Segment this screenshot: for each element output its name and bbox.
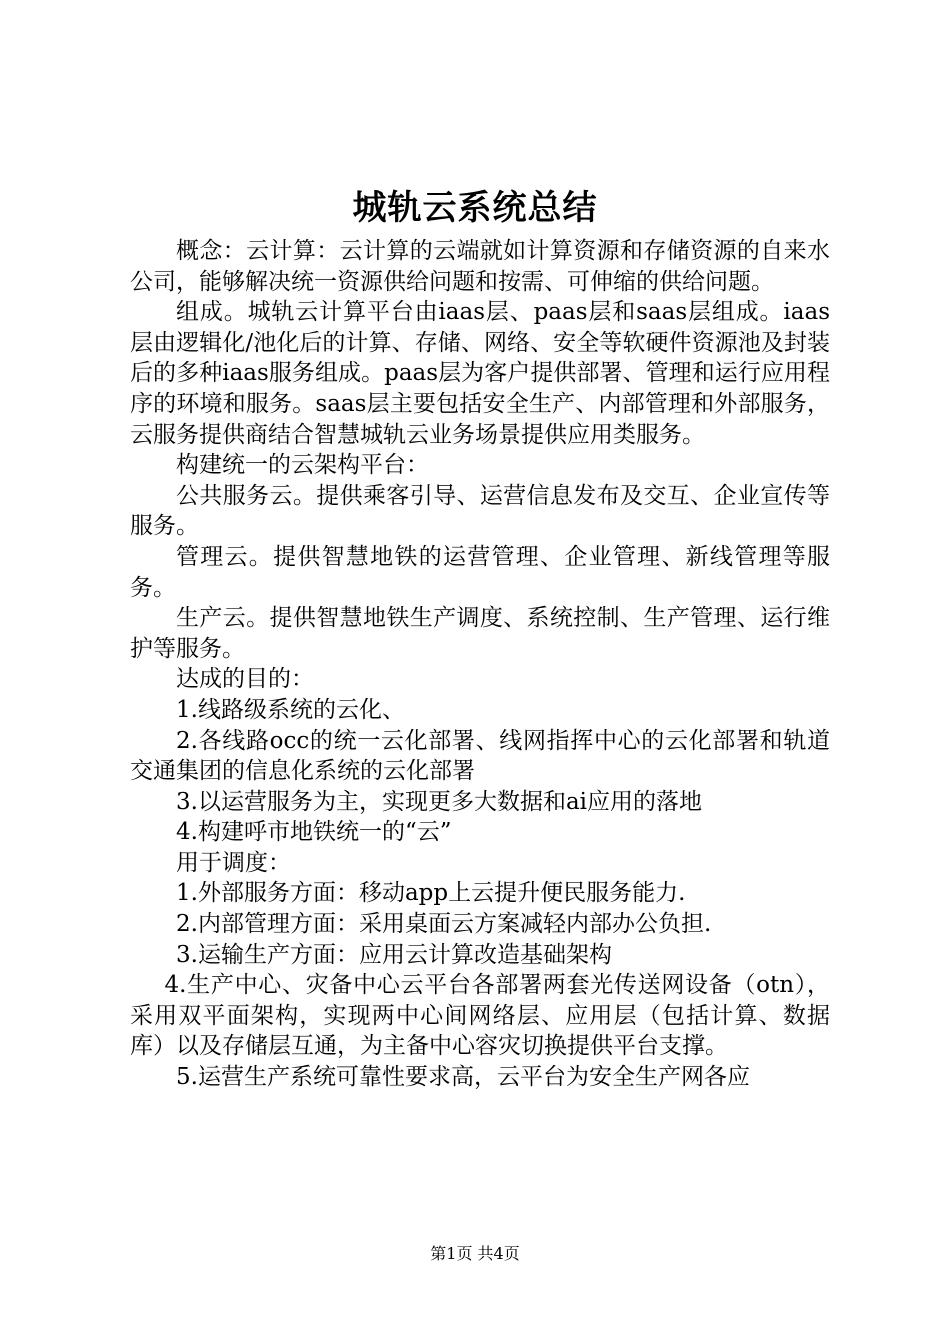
paragraph-goal-4: 4.构建呼市地铁统一的“云” [176, 819, 452, 846]
paragraph-platform-heading: 构建统一的云架构平台： [176, 452, 429, 479]
paragraph-dispatch-heading: 用于调度： [176, 849, 291, 876]
paragraph-dispatch-2: 2.内部管理方面：采用桌面云方案减轻内部办公负担. [176, 911, 712, 938]
paragraph-management-cloud: 管理云。提供智慧地铁的运营管理、企业管理、新线管理等服务。 [130, 543, 830, 601]
paragraph-goal-3: 3.以运营服务为主，实现更多大数据和ai应用的落地 [176, 788, 703, 815]
paragraph-dispatch-4: 4.生产中心、灾备中心云平台各部署两套光传送网设备（otn），采用双平面架构，实现两中心间网络层、应用层（包括计算、数据库）以及存储层互通，为主备中心容灾切换提供平台支撑。 [130, 972, 830, 1060]
paragraph-dispatch-1: 1.外部服务方面：移动app上云提升便民服务能力. [176, 880, 686, 907]
document-body [130, 236, 830, 1093]
paragraph-concept: 概念：云计算：云计算的云端就如计算资源和存储资源的自来水公司，能够解决统一资源供给问题和按需、可伸缩的供给问题。 [130, 238, 830, 295]
paragraph-production-cloud: 生产云。提供智慧地铁生产调度、系统控制、生产管理、运行维护等服务。 [130, 605, 830, 662]
paragraph-public-cloud: 公共服务云。提供乘客引导、运营信息发布及交互、企业宣传等服务。 [130, 482, 830, 540]
document-title: 城轨云系统总结 [352, 188, 598, 228]
paragraph-goal-2: 2.各线路occ的统一云化部署、线网指挥中心的云化部署和轨道交通集团的信息化系统的云化部署 [130, 727, 830, 785]
paragraph-goals-heading: 达成的目的： [176, 666, 314, 693]
paragraph-goal-1: 1.线路级系统的云化、 [176, 696, 405, 723]
paragraph-composition: 组成。城轨云计算平台由iaas层、paas层和saas层组成。iaas层由逻辑化/池化后的计算、存储、网络、安全等软硬件资源池及封装后的多种iaas服务组成。paas层为客户提供部署、管理和运行应用程序的环境和服务。saas层主要包括安全生产、内部管理和外部服务，云服务提供商结合智慧城轨云业务场景提供应用类服务。 [130, 299, 830, 448]
paragraph-dispatch-3: 3.运输生产方面：应用云计算改造基础架构 [176, 941, 612, 968]
paragraph-dispatch-5: 5.运营生产系统可靠性要求高，云平台为安全生产网各应 [176, 1064, 750, 1091]
page-footer: 第1页 共4页 [430, 1244, 520, 1263]
